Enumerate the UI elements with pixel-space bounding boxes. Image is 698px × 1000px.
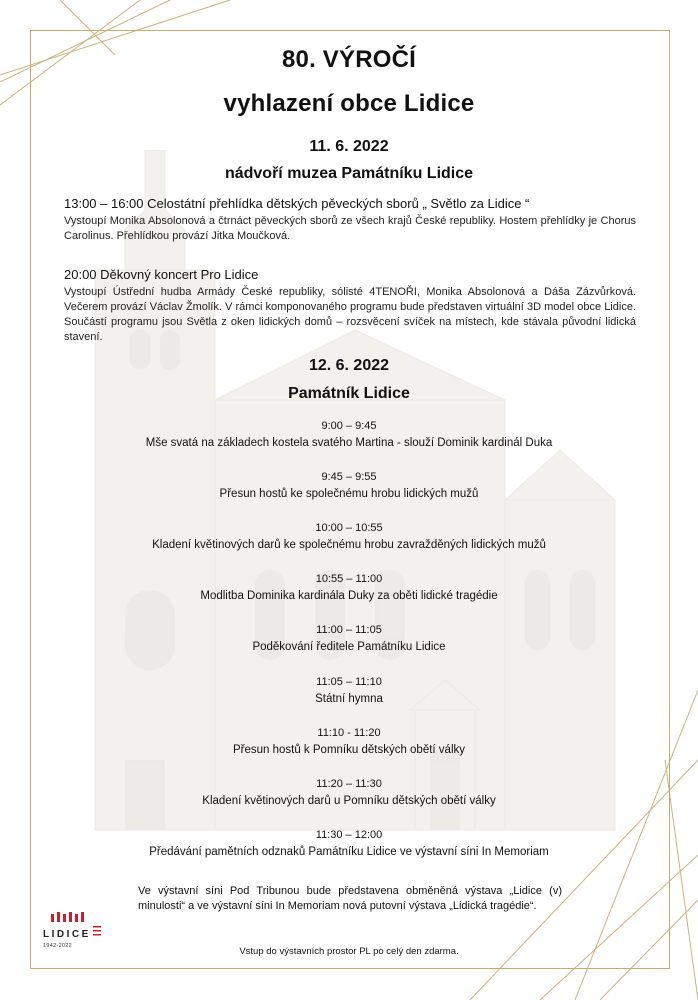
schedule-desc: Přesun hostů k Pomníku dětských obětí války [232, 744, 466, 756]
event-children-choirs [64, 196, 636, 244]
schedule-item [0, 624, 698, 653]
schedule-time: 10:00 – 10:55 [315, 522, 383, 534]
schedule-time: 11:30 – 12:00 [315, 829, 383, 841]
schedule-item [0, 778, 698, 807]
schedule-item [0, 471, 698, 500]
schedule-item [0, 573, 698, 602]
schedule-desc: Kladení květinových darů u Pomníku dětských obětí války [202, 795, 496, 807]
day1-date: 11. 6. 2022 [309, 138, 389, 155]
footer-note: Vstup do výstavních prostor PL po celý den zdarma. [239, 946, 459, 957]
event-thank-you-concert [64, 267, 636, 345]
schedule-desc: Předávání pamětních odznaků Památníku Lidice ve výstavní síni In Memoriam [149, 846, 549, 858]
day2-place: Památník Lidice [288, 385, 410, 402]
title-line-2: vyhlazení obce Lidice [223, 90, 475, 117]
schedule-time: 9:00 – 9:45 [321, 420, 377, 432]
exhibition-note: Ve výstavní síni Pod Tribunou bude představena obměněná výstava „Lidice (v) minulosti“ a ve výstavní síni In Memoriam nová putovní výstava „Lidická tragédie“. [138, 885, 562, 912]
schedule-item [0, 676, 698, 705]
logo-years: 1942-2022 [43, 943, 73, 949]
title-line-1: 80. VÝROČÍ [281, 46, 417, 73]
lidice-logo [43, 912, 103, 949]
event-title: 13:00 – 16:00 Celostátní přehlídka dětských pěveckých sborů „ Světlo za Lidice “ [64, 196, 530, 211]
event-body: Vystoupí Monika Absolonová a čtrnáct pěveckých sborů ze všech krajů České republiky. Hostem přehlídky je Chorus Carolinus. Přehlídkou provází Jitka Moučková. [64, 215, 636, 242]
schedule-time: 9:45 – 9:55 [321, 471, 377, 483]
day1-place: nádvoří muzea Památníku Lidice [224, 165, 474, 182]
schedule-item [0, 420, 698, 449]
schedule-item [0, 727, 698, 756]
logo-word: LIDICE [43, 929, 91, 940]
schedule-time: 11:00 – 11:05 [316, 624, 382, 636]
schedule-time: 10:55 – 11:00 [315, 573, 383, 585]
schedule-desc: Mše svatá na základech kostela svatého Martina - slouží Dominik kardinál Duka [145, 437, 553, 449]
event-title: 20:00 Děkovný koncert Pro Lidice [64, 267, 259, 282]
schedule-time: 11:20 – 11:30 [316, 778, 382, 790]
schedule-desc: Poděkování ředitele Památníku Lidice [252, 641, 446, 653]
schedule-time: 11:10 - 11:20 [317, 727, 381, 739]
schedule-desc: Státní hymna [315, 693, 383, 705]
schedule-item [0, 829, 698, 858]
event-body: Vystoupí Ústřední hudba Armády České republiky, sólisté 4TENOŘI, Monika Absolonová a Dáša Zázvůrková. Večerem provází Václav Žmolík. V rámci komponovaného programu bude představen virtuální 3D model obce Lidice. Součástí programu jsou Světla z oken lidických domů – rozsvěcení svíček na místech, kde stávala původní lidická stavení. [64, 286, 636, 343]
day2-date: 12. 6. 2022 [308, 357, 390, 374]
schedule-desc: Kladení květinových darů ke společnému hrobu zavražděných lidických mužů [152, 539, 546, 551]
schedule-item [0, 522, 698, 551]
schedule-desc: Modlitba Dominika kardinála Duky za oběti lidické tragédie [200, 590, 498, 602]
schedule-desc: Přesun hostů ke společnému hrobu lidických mužů [219, 488, 479, 500]
schedule-time: 11:05 – 11:10 [316, 676, 382, 688]
